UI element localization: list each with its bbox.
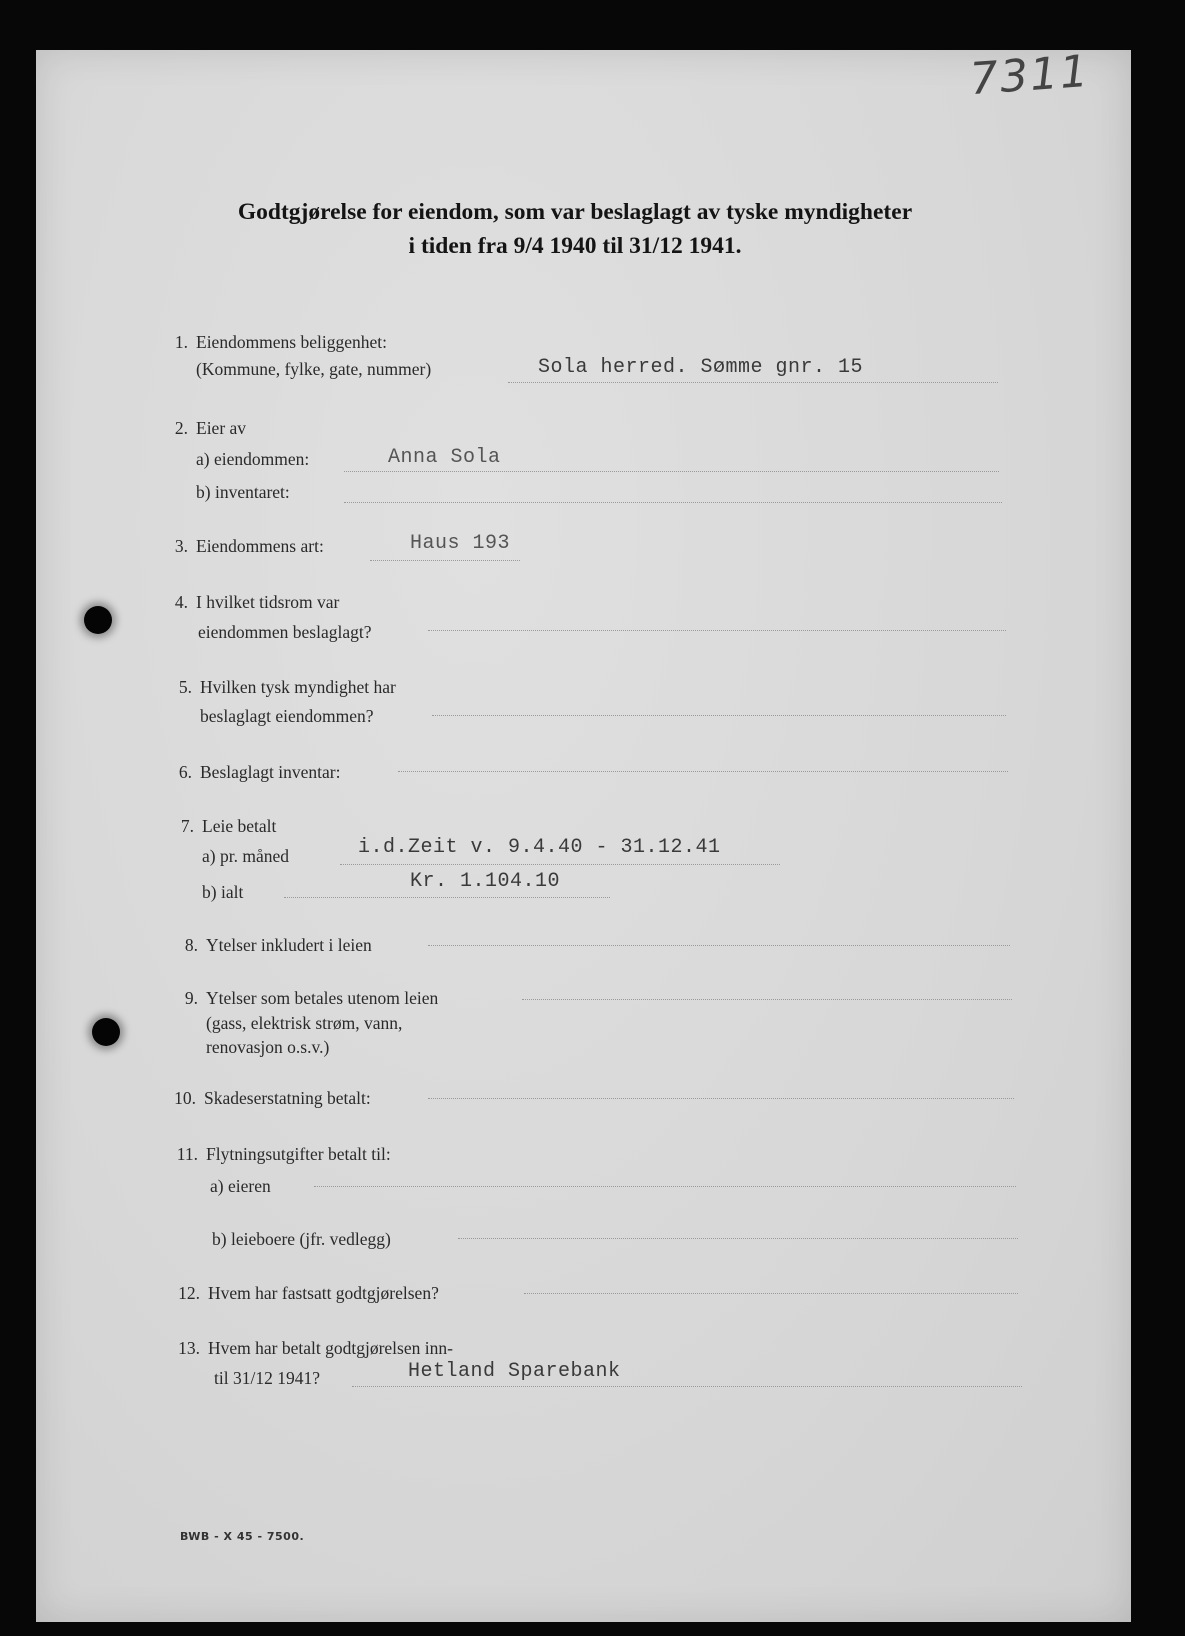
q5-sub-label: beslaglagt eiendommen? [200, 706, 374, 726]
q7b-answer: Kr. 1.104.10 [410, 870, 561, 893]
q1-sub-label: (Kommune, fylke, gate, nummer) [196, 359, 432, 379]
title-line-2: i tiden fra 9/4 1940 til 31/12 1941. [408, 233, 742, 259]
q13-answer: Hetland Sparebank [408, 1360, 621, 1383]
q2a-answer: Anna Sola [388, 446, 501, 469]
q2-label: 2. Eier av [174, 418, 247, 438]
q2a-label: a) eiendommen: [196, 449, 310, 469]
q6-answer-line [398, 771, 1008, 772]
q8-answer-line [428, 945, 1010, 946]
q6-label: 6. Beslaglagt inventar: [178, 762, 341, 782]
q3-label: 3. Eiendommens art: [174, 536, 324, 556]
q11a-answer-line [314, 1186, 1016, 1187]
q10-label: 10. Skadeserstatning betalt: [174, 1088, 371, 1108]
q3-answer: Haus 193 [410, 532, 511, 555]
q4-sub-label: eiendommen beslaglagt? [198, 622, 372, 642]
q4-label: 4. I hvilket tidsrom var [174, 592, 340, 612]
q7a-label: a) pr. måned [202, 846, 289, 866]
title-line-1: Godtgjørelse for eiendom, som var beslaglagt av tyske myndigheter [237, 199, 913, 225]
q2b-answer-line [344, 502, 1002, 503]
q7a-answer: i.d.Zeit v. 9.4.40 - 31.12.41 [358, 836, 721, 859]
q12-label: 12. Hvem har fastsatt godtgjørelsen? [178, 1283, 439, 1303]
q9-sub-label-1: (gass, elektrisk strøm, vann, [206, 1013, 403, 1033]
punch-hole-bottom [92, 1018, 120, 1046]
q12-answer-line [524, 1293, 1018, 1294]
q1-answer-line [508, 382, 998, 383]
q7a-answer-line [340, 864, 780, 865]
q7-label: 7. Leie betalt [180, 816, 277, 836]
q8-label: 8. Ytelser inkludert i leien [184, 935, 372, 955]
q9-label: 9. Ytelser som betales utenom leien [184, 988, 439, 1008]
print-mark: BWB - X 45 - 7500. [180, 1530, 305, 1543]
q7b-label: b) ialt [202, 882, 244, 902]
q5-label: 5. Hvilken tysk myndighet har [178, 677, 396, 697]
q2a-answer-line [344, 471, 999, 472]
q7b-answer-line [284, 897, 610, 898]
q11b-label: b) leieboere (jfr. vedlegg) [212, 1229, 391, 1249]
q1-label: 1. Eiendommens beliggenhet: [174, 332, 387, 352]
q11a-label: a) eieren [210, 1176, 271, 1196]
archive-number-handwritten: 7311 [968, 45, 1092, 106]
q13-label: 13. Hvem har betalt godtgjørelsen inn- [178, 1338, 453, 1358]
punch-hole-top [84, 606, 112, 634]
q5-answer-line [432, 715, 1006, 716]
q3-answer-line [370, 560, 520, 561]
q11-label: 11. Flytningsutgifter betalt til: [176, 1144, 391, 1164]
q2b-label: b) inventaret: [196, 482, 290, 502]
q11b-answer-line [458, 1238, 1018, 1239]
form-title [185, 195, 965, 263]
q13-sub-label: til 31/12 1941? [214, 1368, 320, 1388]
q9-answer-line [522, 999, 1012, 1000]
q10-answer-line [428, 1098, 1014, 1099]
q9-sub-label-2: renovasjon o.s.v.) [206, 1037, 330, 1057]
q1-answer: Sola herred. Sømme gnr. 15 [538, 356, 864, 379]
q13-answer-line [352, 1386, 1022, 1387]
q4-answer-line [428, 630, 1006, 631]
